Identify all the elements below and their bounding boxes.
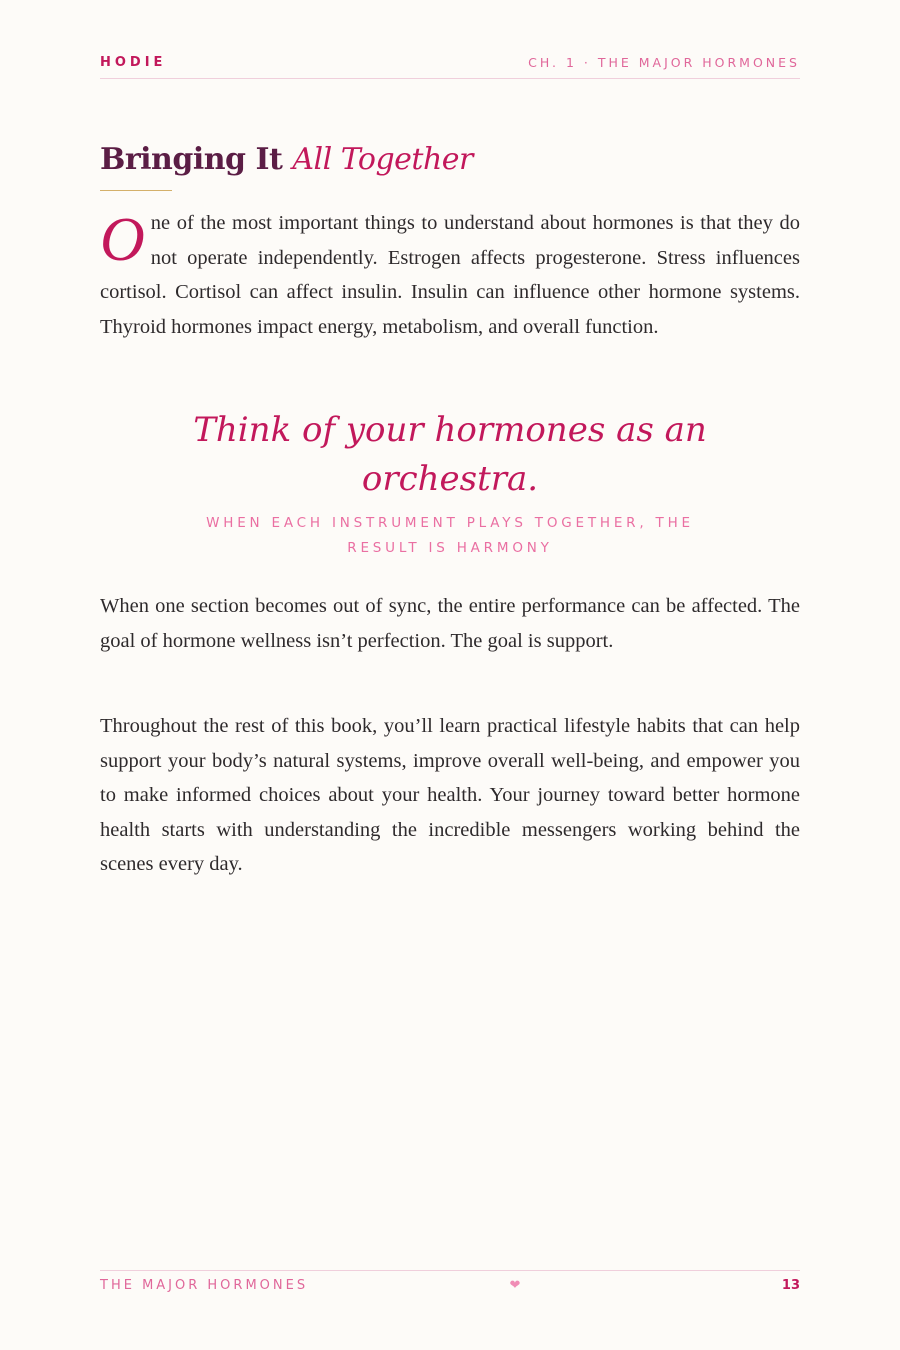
section-title xyxy=(100,142,473,177)
section-title-accent: All Together xyxy=(292,142,473,177)
heart-icon: ❤ xyxy=(509,1278,521,1293)
title-underline xyxy=(100,190,172,191)
chapter-label: CH. 1 · THE MAJOR HORMONES xyxy=(528,55,800,70)
page-number: 13 xyxy=(781,1278,800,1293)
body-paragraph: When one section becomes out of sync, the entire performance can be affected. The goal of hormone wellness isn’t perfection. The goal is support. xyxy=(100,595,800,652)
brand-name: HODIE xyxy=(100,55,167,70)
pull-quote-caption: WHEN EACH INSTRUMENT PLAYS TOGETHER, THE RESULT IS HARMONY xyxy=(206,515,694,556)
body-paragraph: Throughout the rest of this book, you’ll learn practical lifestyle habits that can help support your body’s natural systems, improve overall well-being, and empower you to make informed choices about your health. Your journey toward better hormone health starts with understanding the incredible messengers working behind the scenes every day. xyxy=(100,715,800,875)
section-title-plain: Bringing It xyxy=(100,142,283,177)
running-footer xyxy=(100,1270,800,1293)
intro-paragraph xyxy=(100,206,800,344)
drop-cap: O xyxy=(100,206,145,274)
running-header xyxy=(100,55,800,79)
pull-quote: Think of your hormones as an orchestra. xyxy=(193,410,707,499)
footer-title: THE MAJOR HORMONES xyxy=(100,1278,309,1293)
intro-text: ne of the most important things to understand about hormones is that they do not operate independently. Estrogen affects progesterone. Stress influences cortisol. Cortisol can affect insulin. Insulin can influence other hormone systems. Thyroid hormones impact energy, metabolism, and overall function. xyxy=(100,212,800,338)
